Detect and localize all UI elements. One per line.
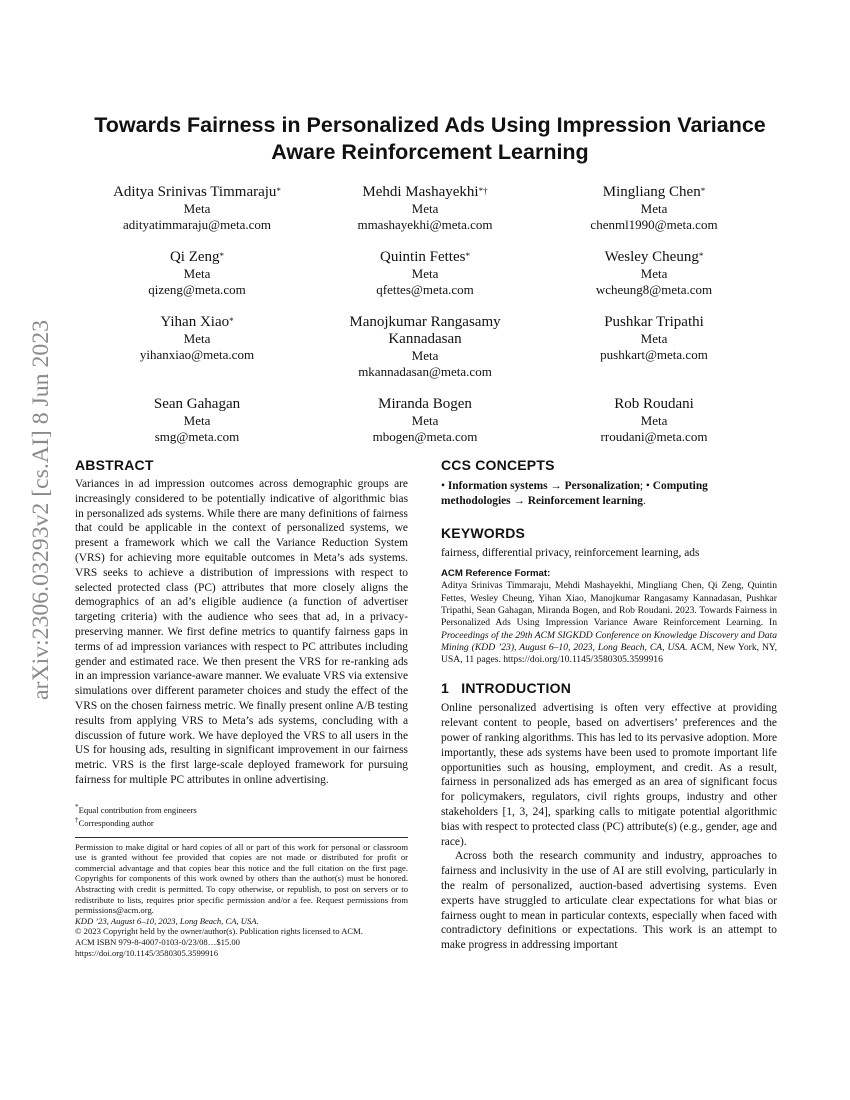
ccs-term: Reinforcement learning <box>527 494 643 507</box>
author-name: Miranda Bogen <box>378 396 472 412</box>
intro-paragraph-2: Across both the research community and industry, approaches to fairness and inclusivity in the use of AI are still evolving, particularly in the realm of personalized, auction-based advertising systems. Even experts have struggled to articulate clear expectations for what bias or fairness ought to mean in particular contexts, especially when faced with contradictory definitions or expectations. This work is an attempt to make progress in addressing important <box>441 850 777 952</box>
author-affiliation: Meta <box>183 266 211 281</box>
author-mark: * <box>698 251 704 261</box>
author-name: Pushkar Tripathi <box>604 314 704 330</box>
isbn-line: ACM ISBN 979-8-4007-0103-0/23/08…$15.00 <box>75 936 240 947</box>
author-email: smg@meta.com <box>154 428 240 444</box>
author-affiliation: Meta <box>640 413 668 428</box>
abstract-text: Variances in ad impression outcomes across demographic groups are increasingly considered to be potentially indicative of algorithmic bias in personalized ads systems. While there are many definitions of fairness that could be applicable in the context of personalized systems, we present a framework which we call the Variance Reduction System (VRS) for achieving more equitable outcomes in Meta’s ads systems. VRS seeks to achieve a distribution of impressions with respect to selected protected class (PC) attributes that more closely aligns the demographics of an ad’s eligible audience (a function of advertiser targeting criteria) with the audience who sees that ad, in a privacy-preserving manner. We first define metrics to quantify fairness gaps in terms of ad impression variances with respect to PC attributes including gender and estimated race. We then present the VRS for re-ranking ads in an impression variance-aware manner. We evaluate VRS via extensive simulations over different parameter choices and study the effect of the VRS on the chosen fairness metric. We finally present online A/B testing results from applying VRS to Meta’s ads systems, concluding with a discussion of future work. We have deployed the VRS to all users in the US for housing ads, resulting in significant improvement in our fairness metric. VRS is the first large-scale deployed framework for pursuing fairness for multiple PC attributes in online advertising. <box>75 478 408 786</box>
author-name: Wesley Cheung <box>604 249 699 265</box>
author-mark: * <box>219 251 225 261</box>
footnote-mark: * <box>75 802 79 811</box>
intro-paragraph-1: Online personalized advertising is often very effective at providing relevant content to people, based on advertisers’ preferences and the power of ranking algorithms. This has led to its pervasive adoption. More importantly, these ads systems have been used to promote important life opportunities such as housing, employment, and credit. As a result, fairness in personalized ads has emerged as an area of significant focus for policymakers, regulators, civil rights groups, industry and other stakeholders [1, 3, 24], sparking calls to mitigate potential algorithmic bias with respect to protected class (PC) attribute(s) (e.g., gender, age and race). <box>441 702 777 848</box>
author-mark: * <box>700 186 706 196</box>
author-affiliation: Meta <box>183 331 211 346</box>
reference-format: Aditya Srinivas Timmaraju, Mehdi Mashayekhi, Mingliang Chen, Qi Zeng, Quintin Fettes, Wesley Cheung, Yihan Xiao, Manojkumar Rangasamy Kannadasan, Pushkar Tripathi, Sean Gahagan, Miranda Bogen, and Rob Roudani. 2023. Towards Fairness in Personalized Ads Using Impression Variance Aware Reinforcement Learning. In Proceedings of the 29th ACM SIGKDD Conference on Knowledge Discovery and Data Mining (KDD ’23), August 6–10, 2023, Long Beach, CA, USA. ACM, New York, NY, USA, 11 pages. https://doi.org/10.1145/3580305.3599916 <box>441 580 777 666</box>
author-name: Mehdi Mashayekhi <box>362 184 479 200</box>
divider <box>75 837 408 838</box>
arxiv-stamp <box>18 320 58 700</box>
section-number: 1 <box>441 680 449 697</box>
author-affiliation: Meta <box>640 201 668 216</box>
author-block <box>529 249 779 297</box>
ccs-term: Information systems <box>447 480 548 492</box>
author-block <box>72 249 322 297</box>
author-email: adityatimmaraju@meta.com <box>122 216 272 232</box>
author-block <box>529 184 779 232</box>
keywords-text: fairness, differential privacy, reinforcement learning, ads <box>441 546 700 559</box>
footnote-corresponding: †Corresponding author <box>75 816 154 829</box>
ccs-heading: CCS CONCEPTS <box>441 457 555 473</box>
author-email: mmashayekhi@meta.com <box>357 216 493 232</box>
author-block <box>300 184 550 232</box>
author-mark: *† <box>478 186 488 196</box>
footnote-equal: *Equal contribution from engineers <box>75 802 197 815</box>
conference-line: KDD ’23, August 6–10, 2023, Long Beach, CA, USA. <box>75 915 259 926</box>
author-block <box>300 249 550 297</box>
author-email: mbogen@meta.com <box>372 428 478 444</box>
author-mark: * <box>276 186 281 196</box>
reference-venue: Proceedings of the 29th ACM SIGKDD Conference on Knowledge Discovery and Data Mining (KDD ’23), August 6–10, 2023, Long Beach, CA, USA. <box>441 629 777 653</box>
introduction-heading: 1 INTRODUCTION <box>441 680 572 697</box>
right-column <box>441 457 777 953</box>
doi-line: https://doi.org/10.1145/3580305.3599916 <box>75 947 218 958</box>
author-name: Qi Zeng <box>169 249 220 265</box>
arxiv-id: arXiv:2306.03293v2 [cs.AI] 8 Jun 2023 <box>28 332 53 700</box>
author-mark: * <box>465 251 470 261</box>
author-name: Sean Gahagan <box>153 396 241 412</box>
author-block <box>529 396 779 444</box>
ccs-arrow: → <box>550 480 562 492</box>
author-email: yihanxiao@meta.com <box>139 346 255 362</box>
author-email: mkannadasan@meta.com <box>358 363 492 379</box>
ccs-arrow: → <box>513 494 525 507</box>
author-name: Quintin Fettes <box>380 249 466 265</box>
author-block <box>72 184 322 232</box>
author-affiliation: Meta <box>411 266 439 281</box>
author-affiliation: Meta <box>640 266 668 281</box>
ccs-term: Personalization <box>564 480 640 492</box>
paper-title: Towards Fairness in Personalized Ads Using Impression Variance Aware Reinforcement Learning <box>94 113 766 164</box>
author-affiliation: Meta <box>183 413 211 428</box>
author-block <box>300 396 550 444</box>
ccs-concepts: • Information systems → Personalization; • Computing methodologies → Reinforcement learning. <box>441 480 708 507</box>
keywords-heading: KEYWORDS <box>441 524 526 541</box>
footnotes <box>75 802 408 829</box>
author-email: qizeng@meta.com <box>148 281 246 297</box>
author-block <box>72 314 322 362</box>
left-column <box>75 457 408 958</box>
author-affiliation: Meta <box>411 348 439 363</box>
author-affiliation: Meta <box>411 413 439 428</box>
author-block <box>300 314 550 379</box>
author-name: Rob Roudani <box>614 396 694 412</box>
author-mark: * <box>229 316 234 326</box>
footnote-mark: † <box>75 816 79 825</box>
ccs-term: Computing methodologies <box>441 480 708 507</box>
author-email: wcheung8@meta.com <box>595 281 713 297</box>
author-email: pushkart@meta.com <box>600 346 708 362</box>
author-block <box>529 314 779 362</box>
author-email: rroudani@meta.com <box>600 428 708 444</box>
author-block <box>72 396 322 444</box>
author-affiliation: Meta <box>183 201 211 216</box>
author-email: chenml1990@meta.com <box>590 216 718 232</box>
author-email: qfettes@meta.com <box>376 281 474 297</box>
author-name: Aditya Srinivas Timmaraju <box>113 184 277 200</box>
abstract-heading: ABSTRACT <box>75 457 154 473</box>
author-affiliation: Meta <box>411 201 439 216</box>
reference-format-heading: ACM Reference Format: <box>441 568 551 580</box>
author-name: Manojkumar Rangasamy Kannadasan <box>349 314 501 347</box>
author-name: Mingliang Chen <box>602 184 701 200</box>
arxiv-stamp-svg <box>18 320 58 700</box>
author-name: Yihan Xiao <box>160 314 230 330</box>
permission-notice: Permission to make digital or hard copies of all or part of this work for personal or classroom use is granted without fee provided that copies are not made or distributed for profit or commercial advantage and that copies bear this notice and the full citation on the first page. Copyrights for components of this work owned by others than the author(s) must be honored. Abstracting with credit is permitted. To copy otherwise, or republish, to post on servers or to redistribute to lists, requires prior specific permission and/or a fee. Request permissions from permissions@acm.org. <box>75 841 408 916</box>
author-affiliation: Meta <box>640 331 668 346</box>
copyright-line: © 2023 Copyright held by the owner/author(s). Publication rights licensed to ACM. <box>75 926 363 937</box>
